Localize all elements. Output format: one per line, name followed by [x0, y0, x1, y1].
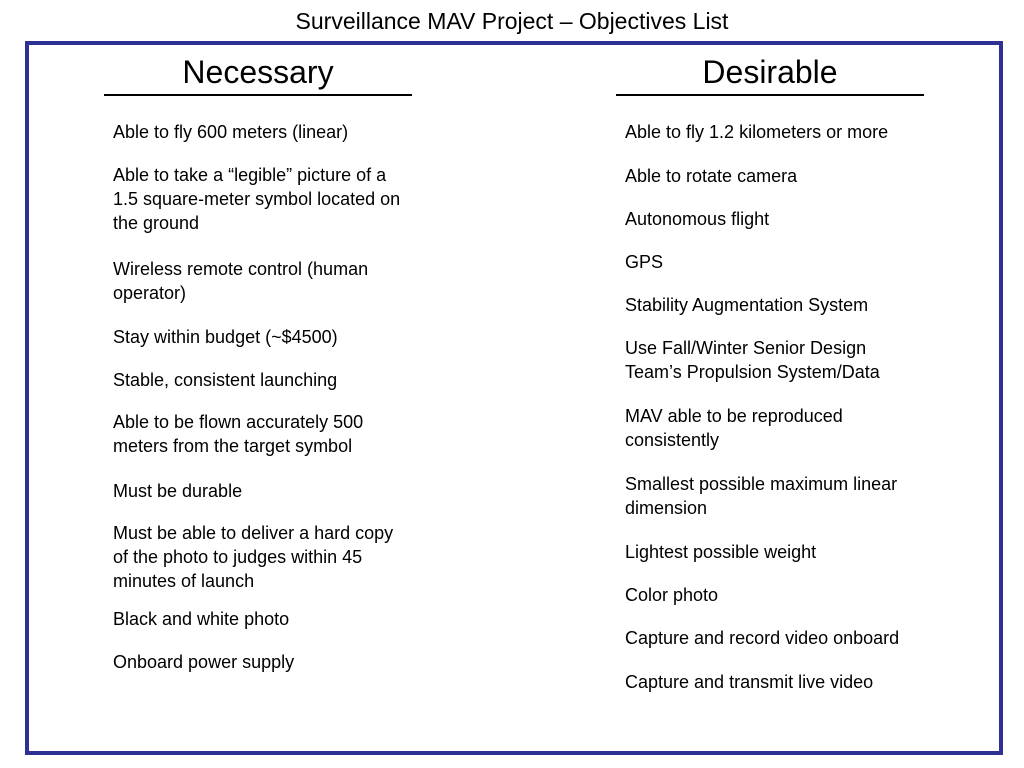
list-item: Must be durable — [113, 481, 243, 501]
desirable-heading-rule — [616, 94, 924, 96]
list-item: Able to rotate camera — [625, 166, 798, 186]
list-item: Color photo — [625, 585, 719, 605]
necessary-heading: Necessary — [182, 54, 334, 90]
objectives-frame — [25, 41, 1003, 755]
necessary-list — [113, 120, 413, 674]
list-item: Stable, consistent launching — [113, 370, 338, 390]
list-item: Lightest possible weight — [625, 542, 817, 562]
desirable-list — [625, 120, 925, 694]
slide-title: Surveillance MAV Project – Objectives List — [295, 8, 729, 34]
desirable-heading: Desirable — [702, 54, 838, 90]
list-item: Stability Augmentation System — [625, 295, 869, 315]
list-item: MAV able to be reproduced consistently — [625, 406, 843, 450]
list-item: Stay within budget (~$4500) — [113, 327, 338, 347]
list-item: Wireless remote control (human operator) — [113, 259, 369, 303]
list-item: Able to be flown accurately 500 meters from the target symbol — [113, 412, 364, 456]
list-item: Autonomous flight — [625, 209, 770, 229]
list-item: Capture and record video onboard — [625, 628, 900, 648]
list-item: Able to fly 1.2 kilometers or more — [625, 122, 889, 142]
list-item: Onboard power supply — [113, 652, 295, 672]
list-item: Smallest possible maximum linear dimension — [625, 474, 898, 518]
list-item: Capture and transmit live video — [625, 672, 874, 692]
list-item: Able to take a “legible” picture of a 1.5 square-meter symbol located on the ground — [113, 165, 401, 233]
list-item: Use Fall/Winter Senior Design Team’s Propulsion System/Data — [625, 338, 880, 382]
list-item: Must be able to deliver a hard copy of the photo to judges within 45 minutes of launch — [113, 523, 394, 591]
necessary-heading-rule — [104, 94, 412, 96]
list-item: Able to fly 600 meters (linear) — [113, 122, 349, 142]
list-item: GPS — [625, 252, 664, 272]
list-item: Black and white photo — [113, 609, 290, 629]
